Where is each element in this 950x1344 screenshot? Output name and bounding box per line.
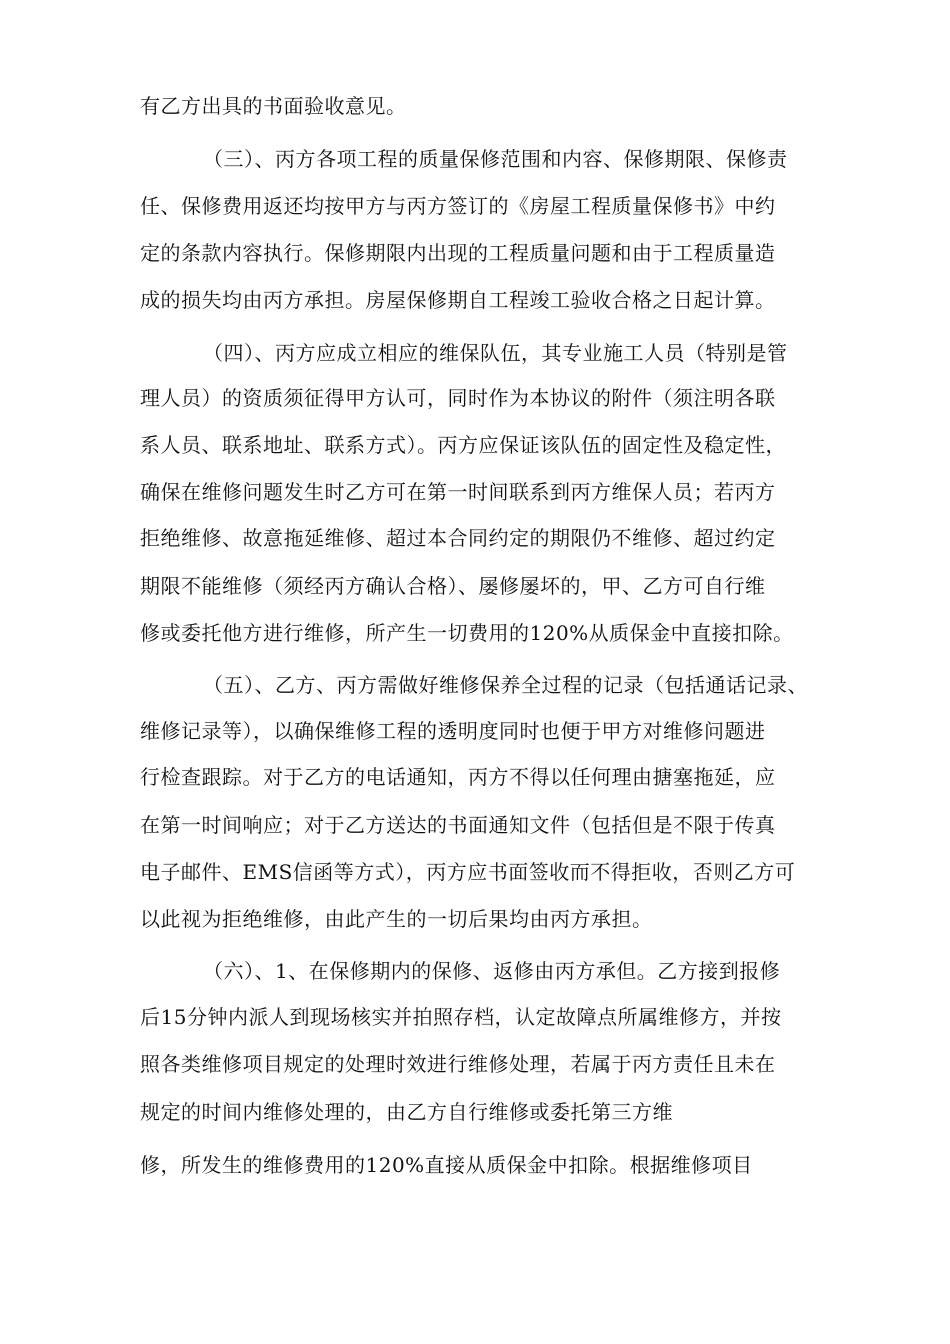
text-line: （六）、1、在保修期内的保修、返修由丙方承但。乙方接到报修	[203, 959, 781, 983]
text-line: 维修记录等），以确保维修工程的透明度同时也便于甲方对维修问题进	[140, 719, 766, 743]
text-line: 有乙方出具的书面验收意见。	[140, 94, 407, 118]
text-line: 以此视为拒绝维修，由此产生的一切后果均由丙方承担。	[140, 907, 653, 931]
text-line: 行检查跟踪。对于乙方的电话通知，丙方不得以任何理由搪塞拖延，应	[140, 765, 776, 789]
text-line: 定的条款内容执行。保修期限内出现的工程质量问题和由于工程质量造	[140, 241, 776, 265]
text-line: 后15分钟内派人到现场核实并拍照存档，认定故障点所属维修方，并按	[140, 1005, 782, 1029]
text-line: 修或委托他方进行维修，所产生一切费用的120%从质保金中直接扣除。	[140, 621, 794, 645]
text-line: 系人员、联系地址、联系方式）。丙方应保证该队伍的固定性及稳定性，	[140, 433, 786, 457]
text-line: （三）、丙方各项工程的质量保修范围和内容、保修期限、保修责	[203, 147, 788, 171]
text-line: 电子邮件、EMS信函等方式），丙方应书面签收而不得拒收，否则乙方可	[140, 860, 796, 884]
text-line: 确保在维修问题发生时乙方可在第一时间联系到丙方维保人员；若丙方	[140, 480, 776, 504]
text-line: （四）、丙方应成立相应的维保队伍，其专业施工人员（特别是管	[203, 341, 788, 365]
text-line: 规定的时间内维修处理的，由乙方自行维修或委托第三方维	[140, 1100, 673, 1124]
text-line: 在第一时间响应；对于乙方送达的书面通知文件（包括但是不限于传真	[140, 813, 776, 837]
text-line: 期限不能维修（须经丙方确认合格）、屡修屡坏的，甲、乙方可自行维	[140, 574, 766, 598]
text-line: 任、保修费用返还均按甲方与丙方签订的《房屋工程质量保修书》中约	[140, 194, 776, 218]
text-line: 理人员）的资质须征得甲方认可，同时作为本协议的附件（须注明各联	[140, 386, 776, 410]
text-line: 成的损失均由丙方承担。房屋保修期自工程竣工验收合格之日起计算。	[140, 288, 776, 312]
text-line: 拒绝维修、故意拖延维修、超过本合同约定的期限仍不维修、超过约定	[140, 526, 776, 550]
text-line: 修，所发生的维修费用的120%直接从质保金中扣除。根据维修项目	[140, 1153, 753, 1177]
text-line: （五）、乙方、丙方需做好维修保养全过程的记录（包括通话记录、	[203, 673, 808, 697]
text-line: 照各类维修项目规定的处理时效进行维修处理，若属于丙方责任且未在	[140, 1052, 776, 1076]
